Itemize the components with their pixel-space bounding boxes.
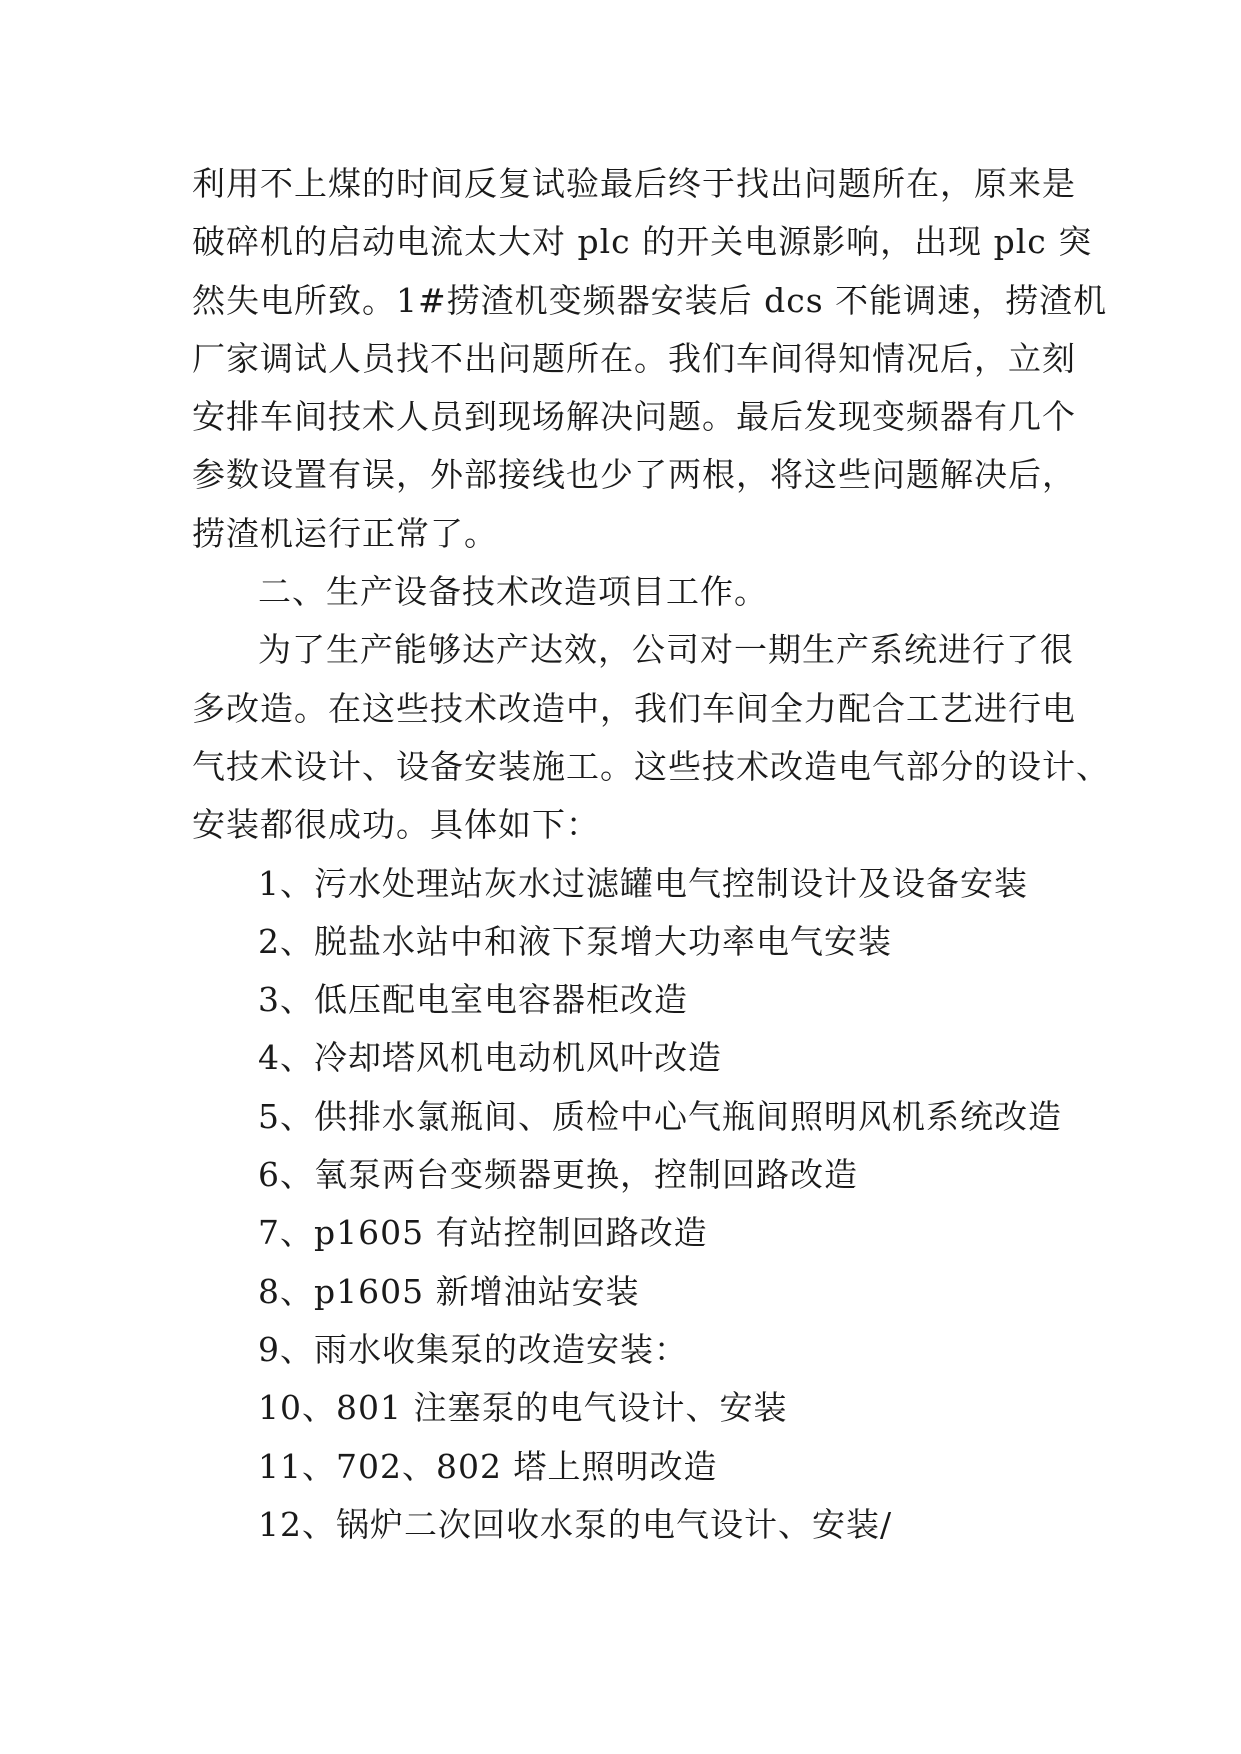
text-line: 气技术设计、设备安装施工。这些技术改造电气部分的设计、 <box>192 746 1110 786</box>
text-line: 参数设置有误，外部接线也少了两根，将这些问题解决后， <box>192 455 1076 495</box>
text-line: 捞渣机运行正常了。 <box>192 513 498 553</box>
list-item: 4、冷却塔风机电动机风叶改造 <box>258 1038 722 1078</box>
list-item: 2、脱盐水站中和液下泵增大功率电气安装 <box>258 921 892 961</box>
list-item: 11、702、802 塔上照明改造 <box>258 1446 718 1486</box>
text-line: 然失电所致。1#捞渣机变频器安装后 dcs 不能调速，捞渣机 <box>192 280 1108 320</box>
list-item: 9、雨水收集泵的改造安装： <box>258 1329 688 1369</box>
list-item: 7、p1605 有站控制回路改造 <box>258 1213 708 1253</box>
text-line: 厂家调试人员找不出问题所在。我们车间得知情况后，立刻 <box>192 338 1076 378</box>
list-item: 5、供排水氯瓶间、质检中心气瓶间照明风机系统改造 <box>258 1096 1062 1136</box>
document-body <box>192 155 1110 1554</box>
text-line: 为了生产能够达产达效，公司对一期生产系统进行了很 <box>258 630 1074 670</box>
list-item: 8、p1605 新增油站安装 <box>258 1271 640 1311</box>
text-line: 安排车间技术人员到现场解决问题。最后发现变频器有几个 <box>192 397 1076 437</box>
list-item: 3、低压配电室电容器柜改造 <box>258 980 688 1020</box>
list-item: 1、污水处理站灰水过滤罐电气控制设计及设备安装 <box>258 863 1028 903</box>
list-item: 10、801 注塞泵的电气设计、安装 <box>258 1388 788 1428</box>
project-list <box>192 855 1062 1555</box>
text-line: 多改造。在这些技术改造中，我们车间全力配合工艺进行电 <box>192 688 1076 728</box>
list-item: 6、氧泵两台变频器更换，控制回路改造 <box>258 1155 858 1195</box>
paragraph-continued <box>192 155 1108 563</box>
list-item: 12、锅炉二次回收水泵的电气设计、安装/ <box>258 1504 893 1544</box>
section-heading: 二、生产设备技术改造项目工作。 <box>258 572 768 612</box>
text-line: 利用不上煤的时间反复试验最后终于找出问题所在，原来是 <box>192 164 1076 203</box>
text-line: 安装都很成功。具体如下： <box>192 805 600 845</box>
text-line: 破碎机的启动电流太大对 plc 的开关电源影响，出现 plc 突 <box>192 222 1093 262</box>
paragraph-intro <box>192 621 1110 854</box>
